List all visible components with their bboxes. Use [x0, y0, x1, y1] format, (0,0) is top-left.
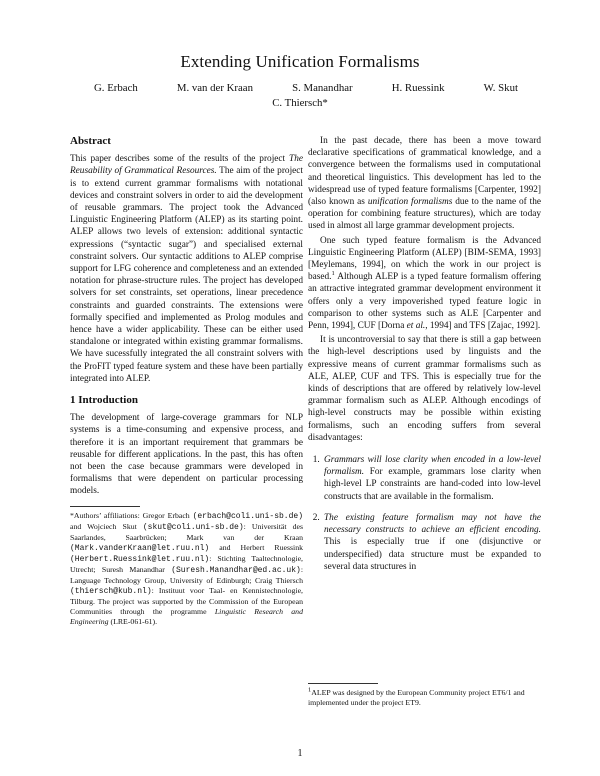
author-name: W. Skut [483, 82, 518, 94]
email-link[interactable]: (thiersch@kub.nl) [70, 586, 152, 596]
body-paragraph: One such typed feature formalism is the Advanced Linguistic Engineering Platform (ALEP) [BIM-SEMA, 1993] [Meylemans, 1994], on which the work in our project is based.$^1$ Although ALEP is a typed feature formalism offering an attractive integrated grammar development environment it offers only a very impoverished typed feature logic in comparison to other systems such as ALE [Carpenter and Penn, 1994], CUF [Dorna et al., 1994] and TFS [Zajac, 1992]. [308, 235, 541, 332]
abstract-heading: Abstract [70, 135, 111, 147]
author-name: M. van der Kraan [176, 82, 253, 94]
right-column [308, 135, 541, 582]
author-row [60, 82, 540, 94]
footnote-divider [70, 506, 140, 507]
abstract-text: This paper describes some of the results of the project The Reusability of Grammatical Resources. The aim of the project is to extend current grammar formalisms with notational devices and constraint solvers in order to aid the development of reusable grammars. The project took the Advanced Linguistic Engineering Platform (ALEP) as its starting point. ALEP allows two levels of extension: additional syntactic expressions (“syntactic sugar”) and specialised external constraint solvers. Our syntactic additions to ALEP comprise support for LFG coherence and completeness and an extended notation for phrase-structure rules. The project has developed solvers for set constraints, set operations, linear precedence constraints and guarded constraints. The extensions were formally specified and implemented as Prolog modules and hence have a wider applicability. These can be either used standalone or integrated within existing grammar formalisms. We have sucessfully integrated the all constraint solvers with the ProFIT typed feature system and these have been partially integrated into ALEP. [70, 154, 303, 384]
footnote-marker[interactable]: 1 [331, 270, 335, 278]
email-link[interactable]: (skut@coli.uni-sb.de) [142, 522, 244, 532]
list-item: 1. Grammars will lose clarity when encoded in a low-level formalism. For example, grammars lose clarity when high-level LP constraints are hand-coded into low-level constructs that are available in the formalism. [322, 454, 541, 503]
introduction-text: The development of large-coverage grammars for NLP systems is a time-consuming and expensive process, and therefore it is an important requirement that grammars be reusable for different applications. In the past, this has often not been the case because grammars were developed in formalisms that were dependent on particular processing models. [70, 413, 303, 497]
left-column [70, 135, 303, 627]
email-link[interactable]: (Suresh.Manandhar@ed.ac.uk) [171, 565, 301, 575]
section-heading-introduction: 1 Introduction [70, 394, 138, 407]
footnote-alep: $^1$ALEP was designed by the European Community project ET6/1 and implemented under the project ET9. [308, 683, 541, 708]
footnote-divider [308, 683, 378, 684]
body-paragraph: It is uncontroversial to say that there is still a gap between the high-level descriptions used by linguists and the expressive means of current grammar formalisms such as ALE, ALEP, CUF and TFS. This is especially true for the kinds of descriptions that are offered by relatively low-level grammar formalism such as ALEP. Although encodings of high-level constructs may be possible within existing formalisms, such an encoding suffers from several disadvantages: [308, 335, 541, 443]
project-name: The Reusability of Grammatical Resources. [70, 154, 303, 177]
body-paragraph: In the past decade, there has been a move toward declarative specifications of grammatical knowledge, and a convergence between the formalisms used in computational and theoretical linguistics. This development has led to the widespread use of typed feature formalisms [Carpenter, 1992] (also known as unification formalisms due to the name of the operation for combining feature structures), which are today used in almost all large grammar development projects. [308, 136, 541, 232]
author-name: C. Thiersch* [272, 97, 328, 109]
list-item: 2. The existing feature formalism may not have the necessary constructs to achieve an efficient encoding. This is especially true if one (disjunctive or underspecified) data structure must be expanded to several data structures in [322, 512, 541, 573]
page-number: 1 [297, 748, 303, 759]
paper-title: Extending Unification Formalisms [180, 52, 420, 71]
email-link[interactable]: (erbach@coli.uni-sb.de) [192, 511, 303, 521]
footnote-affiliations: *Authors’ affiliations: Gregor Erbach (erbach@coli.uni-sb.de) and Wojciech Skut (skut@coli.uni-sb.de): Universität des Saarlandes, Saarbrücken; Mark van der Kraan (Mark.vanderKraan@let.ruu.nl) and Herbert Ruessink (Herbert.Ruessink@let.ruu.nl): Stichting Taaltechnologie, Utrecht; Suresh Manandhar (Suresh.Manandhar@ed.ac.uk): Language Technology Group, University of Edinburgh; Craig Thiersch (thiersch@kub.nl): Instituut voor Taal- en Kennistechnologie, Tilburg. The project was supported by the Commission of the European Communities through the programme Linguistic Research and Engineering (LRE-061-61). [70, 510, 303, 626]
email-link[interactable]: (Herbert.Ruessink@let.ruu.nl) [70, 554, 210, 564]
author-name: G. Erbach [94, 82, 138, 94]
author-name: S. Manandhar [292, 82, 353, 94]
author-list [60, 82, 540, 109]
author-name: H. Ruessink [391, 82, 445, 94]
email-link[interactable]: (Mark.vanderKraan@let.ruu.nl) [70, 543, 210, 553]
disadvantages-list [308, 454, 541, 573]
